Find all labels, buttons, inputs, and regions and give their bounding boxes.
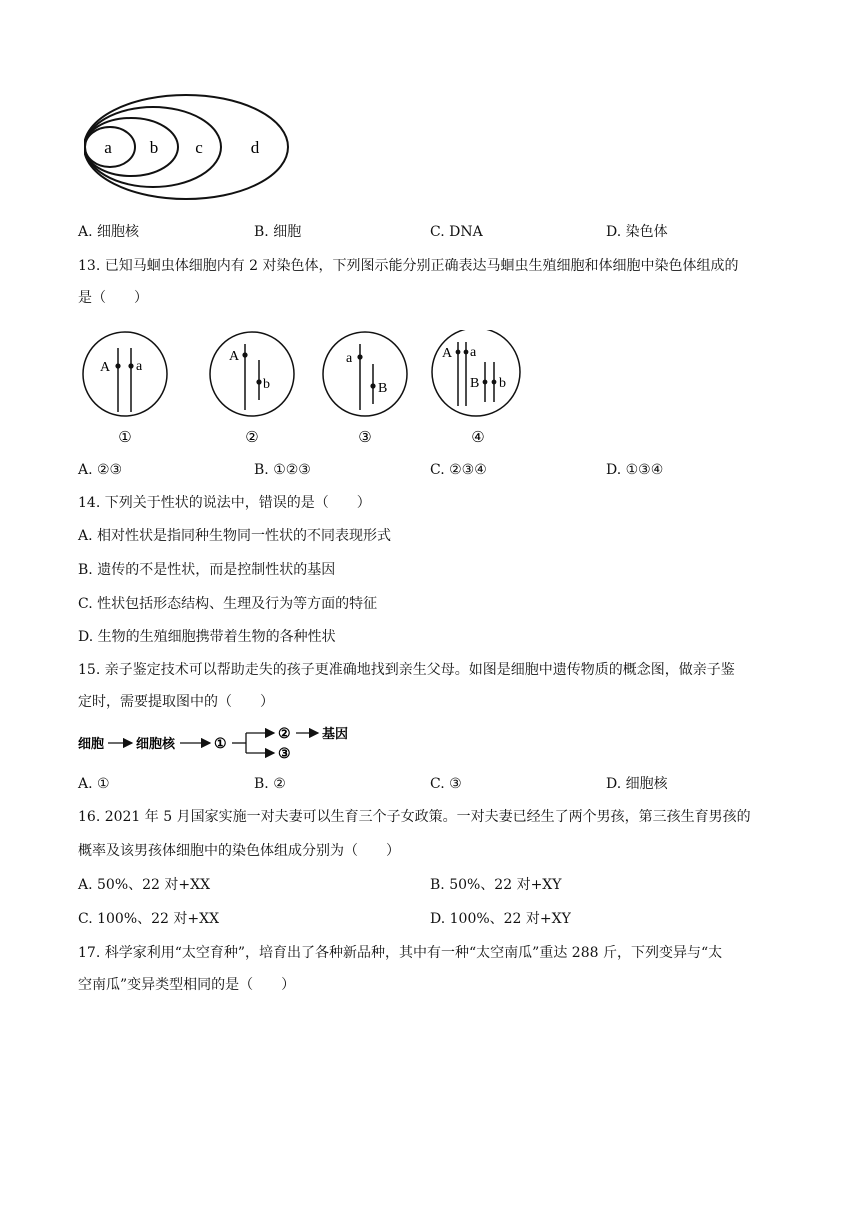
figure-3-gene-B: B bbox=[378, 381, 388, 396]
q15-stem-line1: 15. 亲子鉴定技术可以帮助走失的孩子更准确地找到亲生父母。如图是细胞中遗传物质的概念图，做亲子鉴 bbox=[78, 662, 735, 678]
q14-option-c[interactable]: C. 性状包括形态结构、生理及行为等方面的特征 bbox=[78, 596, 378, 612]
figure-2-caption: ② bbox=[245, 430, 259, 446]
q17-stem-line2: 空南瓜”变异类型相同的是（ ） bbox=[78, 977, 296, 993]
q14-option-a[interactable]: A. 相对性状是指同种生物同一性状的不同表现形式 bbox=[78, 528, 392, 544]
nested-ellipse-diagram bbox=[84, 92, 294, 204]
q12-option-d[interactable]: D. 染色体 bbox=[606, 224, 668, 240]
q14-stem: 14. 下列关于性状的说法中，错误的是（ ） bbox=[78, 495, 371, 511]
figure-3-gene-a: a bbox=[346, 351, 353, 366]
chromosome-figure-1 bbox=[80, 330, 170, 450]
concept-node-cell: 细胞 bbox=[78, 736, 105, 751]
q16-stem-line2: 概率及该男孩体细胞中的染色体组成分别为（ ） bbox=[78, 843, 400, 859]
concept-node-3: ③ bbox=[278, 747, 291, 762]
chromosome-figure-4 bbox=[430, 330, 526, 450]
concept-node-1: ① bbox=[214, 737, 227, 752]
diagram-label-d: d bbox=[250, 138, 260, 157]
figure-1-gene-a: a bbox=[136, 359, 143, 374]
concept-node-nucleus: 细胞核 bbox=[136, 736, 176, 751]
concept-node-gene: 基因 bbox=[322, 726, 349, 741]
figure-4-gene-B: B bbox=[470, 376, 480, 391]
q13-option-c[interactable]: C. ②③④ bbox=[430, 462, 487, 478]
figure-2-gene-A: A bbox=[229, 349, 240, 364]
q15-option-b[interactable]: B. ② bbox=[254, 776, 286, 792]
concept-map bbox=[78, 724, 368, 762]
q15-stem-line2: 定时，需要提取图中的（ ） bbox=[78, 694, 274, 710]
figure-4-gene-a: a bbox=[470, 345, 477, 360]
figure-4-gene-A: A bbox=[442, 346, 453, 361]
q14-option-b[interactable]: B. 遗传的不是性状，而是控制性状的基因 bbox=[78, 562, 336, 578]
q16-option-c[interactable]: C. 100%、22 对+XX bbox=[78, 911, 220, 927]
q13-stem-line1: 13. 已知马蛔虫体细胞内有 2 对染色体，下列图示能分别正确表达马蛔虫生殖细胞和体细胞中染色体组成的 bbox=[78, 258, 739, 274]
chromosome-figure-3 bbox=[320, 330, 410, 450]
q16-option-b[interactable]: B. 50%、22 对+XY bbox=[430, 877, 562, 893]
q12-option-c[interactable]: C. DNA bbox=[430, 224, 483, 240]
q15-option-d[interactable]: D. 细胞核 bbox=[606, 776, 668, 792]
figure-4-gene-b: b bbox=[499, 376, 506, 391]
figure-2-gene-b: b bbox=[263, 377, 270, 392]
diagram-label-b: b bbox=[149, 138, 159, 157]
q15-option-c[interactable]: C. ③ bbox=[430, 776, 462, 792]
figure-1-caption: ① bbox=[118, 430, 132, 446]
q13-stem-line2: 是（ ） bbox=[78, 290, 148, 306]
q15-option-a[interactable]: A. ① bbox=[78, 776, 110, 792]
q13-option-a[interactable]: A. ②③ bbox=[78, 462, 123, 478]
figure-4-caption: ④ bbox=[471, 430, 485, 446]
q17-stem-line1: 17. 科学家利用“太空育种”，培育出了各种新品种，其中有一种“太空南瓜”重达 288 斤，下列变异与“太 bbox=[78, 945, 723, 961]
diagram-label-a: a bbox=[104, 138, 112, 157]
q13-option-d[interactable]: D. ①③④ bbox=[606, 462, 664, 478]
figure-1-gene-A: A bbox=[100, 360, 111, 375]
q13-option-b[interactable]: B. ①②③ bbox=[254, 462, 311, 478]
q12-option-b[interactable]: B. 细胞 bbox=[254, 224, 302, 240]
concept-node-2: ② bbox=[278, 727, 291, 742]
q12-option-a[interactable]: A. 细胞核 bbox=[78, 224, 140, 240]
q16-stem-line1: 16. 2021 年 5 月国家实施一对夫妻可以生育三个子女政策。一对夫妻已经生了两个男孩，第三孩生育男孩的 bbox=[78, 809, 751, 825]
q16-option-d[interactable]: D. 100%、22 对+XY bbox=[430, 911, 571, 927]
q14-option-d[interactable]: D. 生物的生殖细胞携带着生物的各种性状 bbox=[78, 629, 336, 645]
figure-3-caption: ③ bbox=[358, 430, 372, 446]
q16-option-a[interactable]: A. 50%、22 对+XX bbox=[78, 877, 211, 893]
diagram-label-c: c bbox=[195, 138, 203, 157]
chromosome-figure-2 bbox=[207, 330, 297, 450]
